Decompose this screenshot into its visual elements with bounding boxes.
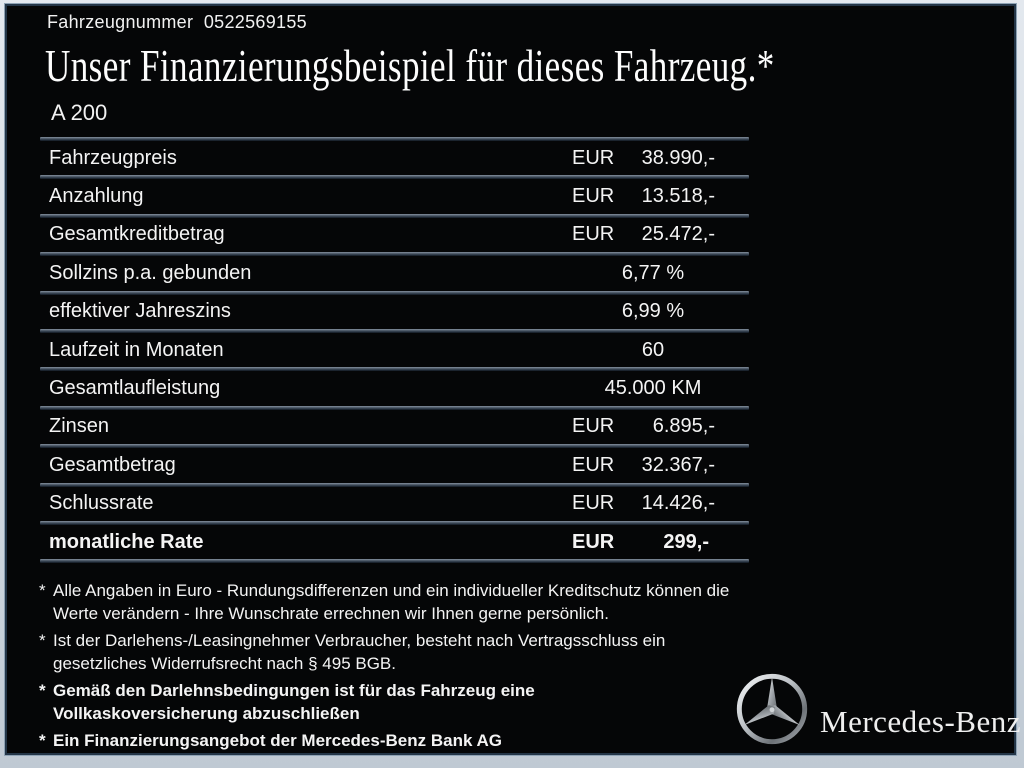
row-currency: EUR bbox=[572, 453, 615, 476]
row-currency: EUR bbox=[572, 530, 615, 553]
row-value bbox=[567, 415, 749, 438]
row-amount: 6,77 % bbox=[621, 261, 685, 284]
row-amount: 6.895,- bbox=[652, 415, 715, 438]
brand-area bbox=[727, 666, 1022, 756]
mercedes-star-icon bbox=[734, 671, 810, 747]
row-label: Schlussrate bbox=[49, 492, 154, 515]
table-row bbox=[40, 179, 749, 213]
footnote-line: Ist der Darlehens-/Leasingnehmer Verbraucher, besteht nach Vertragsschluss ein bbox=[53, 631, 666, 650]
row-label: Fahrzeugpreis bbox=[49, 146, 177, 169]
row-amount: 13.518,- bbox=[641, 185, 715, 208]
row-amount: 45.000 KM bbox=[604, 377, 702, 400]
table-row bbox=[40, 141, 749, 175]
row-amount: 6,99 % bbox=[621, 300, 685, 323]
financing-table bbox=[40, 137, 749, 563]
vehicle-model: A 200 bbox=[51, 100, 108, 125]
table-row bbox=[40, 333, 749, 367]
row-label: effektiver Jahreszins bbox=[49, 300, 231, 323]
row-value bbox=[567, 300, 749, 323]
row-currency: EUR bbox=[572, 146, 615, 169]
row-amount: 14.426,- bbox=[641, 492, 715, 515]
row-currency: EUR bbox=[572, 492, 615, 515]
row-amount: 25.472,- bbox=[641, 223, 715, 246]
table-row bbox=[40, 525, 749, 559]
page-title: Unser Finanzierungsbeispiel für dieses Fahrzeug.* bbox=[45, 41, 775, 91]
table-row bbox=[40, 256, 749, 290]
vehicle-number bbox=[47, 12, 307, 33]
mercedes-benz-wordmark: Mercedes-Benz bbox=[820, 704, 1022, 739]
table-row bbox=[40, 487, 749, 521]
row-label: Gesamtkreditbetrag bbox=[49, 223, 225, 246]
row-label: Laufzeit in Monaten bbox=[49, 338, 224, 361]
vehicle-number-spacer bbox=[193, 12, 204, 32]
row-currency: EUR bbox=[572, 185, 615, 208]
table-row bbox=[40, 218, 749, 252]
footnote-line: Vollkaskoversicherung abzuschließen bbox=[53, 704, 360, 723]
row-amount: 32.367,- bbox=[641, 453, 715, 476]
footnote-line: Alle Angaben in Euro - Rundungsdifferenzen und ein individueller Kreditschutz können die bbox=[53, 581, 730, 600]
row-label: Gesamtbetrag bbox=[49, 453, 176, 476]
footnote-line: gesetzliches Widerrufsrecht nach § 495 BGB. bbox=[53, 654, 396, 673]
row-value bbox=[567, 185, 749, 208]
row-value bbox=[567, 147, 749, 170]
row-value bbox=[567, 377, 749, 400]
table-row bbox=[40, 295, 749, 329]
footnote-line: Werte verändern - Ihre Wunschrate errechnen wir Ihnen gerne persönlich. bbox=[53, 604, 609, 623]
footnote bbox=[39, 629, 753, 675]
row-currency: EUR bbox=[572, 415, 615, 438]
footnote-line: Gemäß den Darlehnsbedingungen ist für das Fahrzeug eine bbox=[53, 681, 535, 700]
footnotes bbox=[39, 579, 753, 756]
footnote-marker: * bbox=[39, 631, 46, 650]
table-row bbox=[40, 371, 749, 405]
row-separator bbox=[40, 559, 749, 563]
footnote-line: Ein Finanzierungsangebot der Mercedes-Benz Bank AG bbox=[53, 731, 503, 750]
vehicle-number-value: 0522569155 bbox=[203, 12, 307, 32]
footnote-text bbox=[53, 629, 753, 675]
row-label: Gesamtlaufleistung bbox=[49, 377, 221, 400]
footnote-marker: * bbox=[39, 581, 46, 600]
footnote bbox=[39, 679, 753, 725]
footnote-text bbox=[53, 579, 753, 625]
row-label: monatliche Rate bbox=[49, 530, 204, 553]
footnote-text bbox=[53, 729, 753, 752]
row-value bbox=[567, 454, 749, 477]
row-label: Anzahlung bbox=[49, 185, 144, 208]
row-value bbox=[567, 339, 749, 362]
row-label: Zinsen bbox=[49, 415, 110, 438]
row-amount: 60 bbox=[641, 338, 665, 361]
table-row bbox=[40, 410, 749, 444]
row-value bbox=[567, 531, 749, 554]
row-amount: 299,- bbox=[663, 530, 709, 553]
footnote bbox=[39, 579, 753, 625]
vehicle-number-label: Fahrzeugnummer bbox=[47, 12, 194, 32]
row-currency: EUR bbox=[572, 223, 615, 246]
footnote bbox=[39, 729, 753, 752]
row-label: Sollzins p.a. gebunden bbox=[49, 261, 252, 284]
footnote-text bbox=[53, 679, 753, 725]
row-value bbox=[567, 492, 749, 515]
row-value bbox=[567, 262, 749, 285]
table-row bbox=[40, 448, 749, 482]
financing-panel bbox=[5, 4, 1022, 755]
row-value bbox=[567, 223, 749, 246]
footnote-marker: * bbox=[39, 681, 46, 700]
row-amount: 38.990,- bbox=[641, 146, 715, 169]
footnote-marker: * bbox=[39, 731, 46, 750]
